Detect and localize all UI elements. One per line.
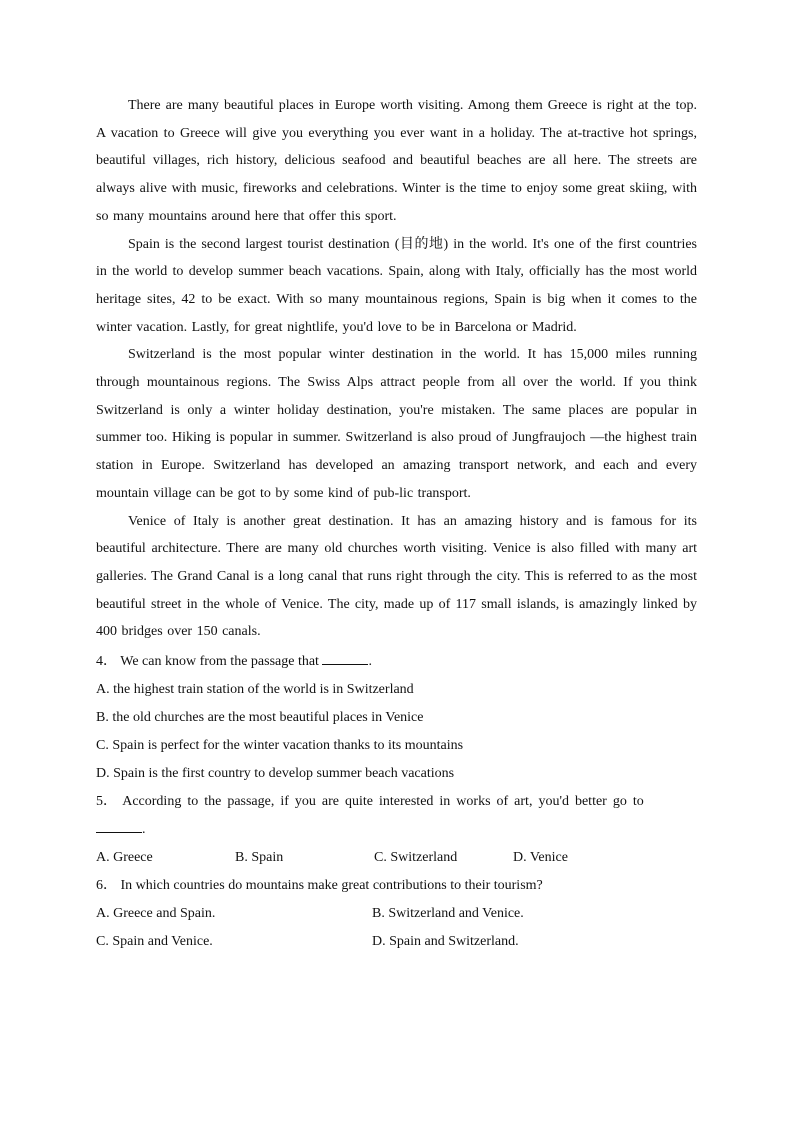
passage-paragraph-switzerland: Switzerland is the most popular winter destination in the world. It has 15,000 miles running through mountainous regions. The Swiss Alps attract people from all over the world. If you think Switzerland is only a winter holiday destination, you're mistaken. The same places are popular in summer too. Hiking is popular in summer. Switzerland is also proud of Jungfraujoch —the highest train station in Europe. Switzerland has developed an amazing transport network, and each and every mountain village can be got to by some kind of pub-lic transport.: [96, 347, 697, 501]
question-5-blank-line: [96, 816, 697, 844]
option-d: D. Spain is the first country to develop summer beach vacations: [96, 766, 455, 782]
question-6-stem: [96, 872, 697, 900]
question-5-stem: [96, 788, 697, 816]
reading-passage: [96, 92, 697, 646]
question-text: According to the passage, if you are quite interested in works of art, you'd better go to: [122, 794, 644, 810]
option-a: A. Greece and Spain.: [96, 906, 216, 922]
question-5: [96, 788, 697, 872]
option-b: B. the old churches are the most beautiful places in Venice: [96, 710, 424, 726]
options-row: [96, 844, 697, 872]
question-number: 4．: [96, 654, 117, 670]
option-b: B. Switzerland and Venice.: [372, 906, 524, 922]
passage-paragraph-venice: Venice of Italy is another great destination. It has an amazing history and is famous for its beautiful architecture. There are many old churches worth visiting. Venice is also filled with many art galleries. The Grand Canal is a long canal that runs right through the city. This is referred to as the most beautiful street in the whole of Venice. The city, made up of 117 small islands, is amazingly linked by 400 bridges over 150 canals.: [96, 513, 697, 640]
question-4: [96, 648, 697, 788]
question-number: 6．: [96, 878, 117, 894]
option-c: C. Spain and Venice.: [96, 934, 213, 950]
passage-paragraph-greece: There are many beautiful places in Europe worth visiting. Among them Greece is right at the top. A vacation to Greece will give you everything you ever want in a holiday. The at-tractive hot springs, beautiful villages, rich history, delicious seafood and beautiful beaches are all here. The streets are always alive with music, fireworks and celebrations. Winter is the time to enjoy some great skiing, with so many mountains around here that offer this sport.: [96, 98, 697, 224]
options-row-2: [96, 928, 697, 956]
question-4-stem: [96, 648, 697, 676]
option-d: D. Venice: [513, 850, 568, 866]
question-number: 5．: [96, 794, 117, 810]
question-6: [96, 872, 697, 956]
answer-blank: [96, 820, 142, 833]
option-a: A. Greece: [96, 850, 153, 866]
option-d: D. Spain and Switzerland.: [372, 934, 519, 950]
options-row-1: [96, 900, 697, 928]
option-c: C. Switzerland: [374, 850, 458, 866]
passage-paragraph-spain: Spain is the second largest tourist destination (目的地) in the world. It's one of the first countries in the world to develop summer beach vacations. Spain, along with Italy, officially has the most world heritage sites, 42 to be exact. With so many mountainous regions, Spain is big when it comes to the winter vacation. Lastly, for great nightlife, you'd love to be in Barcelona or Madrid.: [96, 236, 697, 335]
question-text: We can know from the passage that: [120, 654, 319, 670]
worksheet-page: [96, 92, 697, 956]
option-b: B. Spain: [235, 850, 284, 866]
question-text-end: .: [368, 654, 372, 670]
question-text: In which countries do mountains make great contributions to their tourism?: [120, 878, 543, 894]
answer-blank: [322, 652, 368, 665]
question-text-end: .: [142, 822, 146, 838]
option-c: C. Spain is perfect for the winter vacation thanks to its mountains: [96, 738, 464, 754]
option-a: A. the highest train station of the world is in Switzerland: [96, 682, 414, 698]
